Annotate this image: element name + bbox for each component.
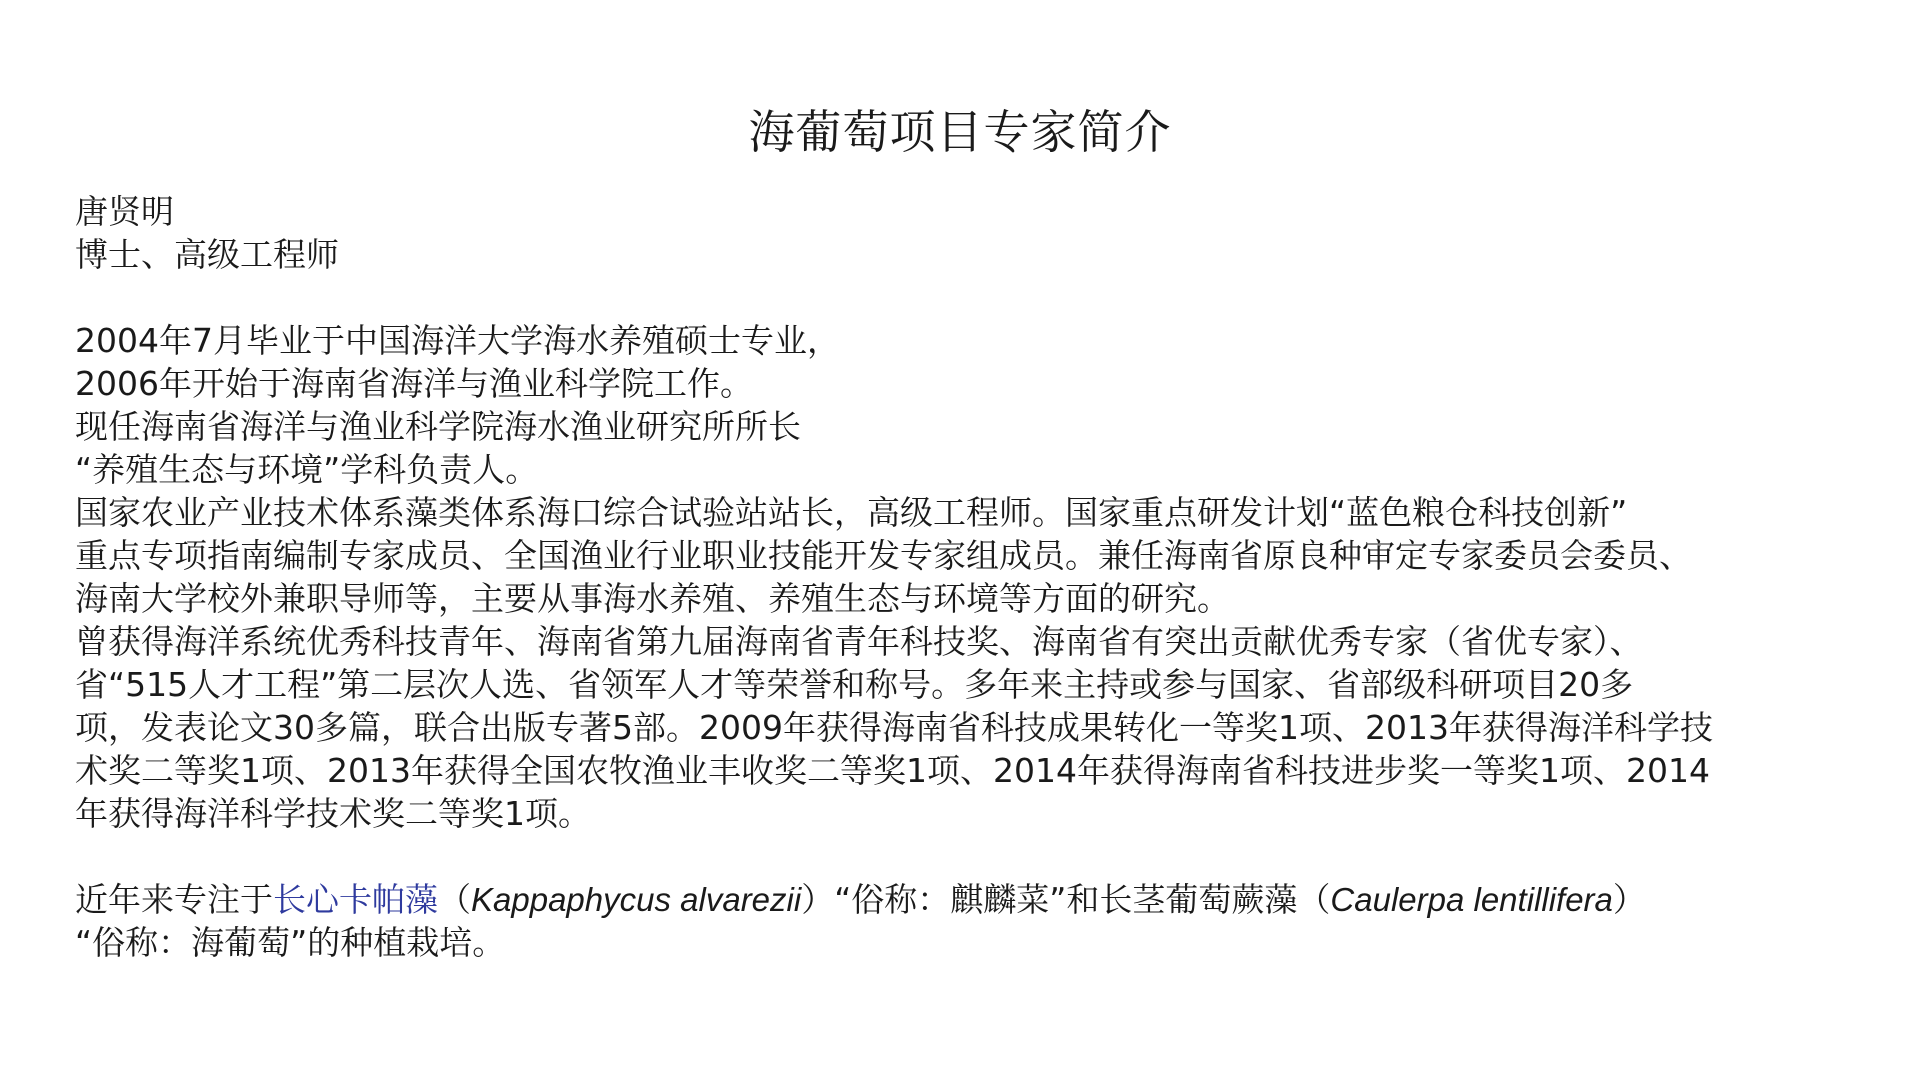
paren: （ [438, 880, 471, 919]
focus-line [75, 878, 1855, 921]
profile-content [75, 190, 1855, 964]
expert-name: 唐贤明 [75, 192, 174, 231]
spacer [75, 835, 1855, 878]
roles-line: 重点专项指南编制专家成员、全国渔业行业职业技能开发专家组成员。兼任海南省原良种审定专家委员会委员、 [75, 536, 1692, 575]
focus-prefix: 近年来专注于 [75, 880, 273, 919]
paren: ） [1612, 880, 1646, 919]
awards-line: 省“515人才工程”第二层次人选、省领军人才等荣誉和称号。多年来主持或参与国家、省部级科研项目20多 [75, 665, 1634, 704]
spacer [75, 276, 1855, 319]
paren: （ [1297, 880, 1331, 919]
page-title: 海葡萄项目专家简介 [748, 105, 1172, 159]
career-line: 2006年开始于海南省海洋与渔业科学院工作。 [75, 364, 753, 403]
awards-line: 术奖二等奖1项、2013年获得全国农牧渔业丰收奖二等奖1项、2014年获得海南省科技进步奖一等奖1项、2014 [75, 751, 1710, 790]
expert-degree: 博士、高级工程师 [75, 235, 339, 274]
latin-name-caulerpa: Caulerpa lentillifera [1330, 881, 1613, 918]
roles-line: 国家农业产业技术体系藻类体系海口综合试验站站长，高级工程师。国家重点研发计划“蓝色粮仓科技创新” [75, 493, 1628, 532]
career-line: 现任海南省海洋与渔业科学院海水渔业研究所所长 [75, 407, 801, 446]
awards-line: 年获得海洋科学技术奖二等奖1项。 [75, 794, 591, 833]
latin-name-kappaphycus: Kappaphycus alvarezii [471, 881, 802, 918]
common-name-1: “俗称：麒麟菜”和长茎葡萄蕨藻 [834, 880, 1298, 919]
career-line: “养殖生态与环境”学科负责人。 [75, 450, 539, 489]
paren: ） [801, 880, 835, 919]
awards-line: 项，发表论文30多篇，联合出版专著5部。2009年获得海南省科技成果转化一等奖1项、2013年获得海洋科学技 [75, 708, 1713, 747]
awards-line: 曾获得海洋系统优秀科技青年、海南省第九届海南省青年科技奖、海南省有突出贡献优秀专家（省优专家）、 [75, 622, 1643, 661]
roles-line: 海南大学校外兼职导师等，主要从事海水养殖、养殖生态与环境等方面的研究。 [75, 579, 1230, 618]
focus-line-2: “俗称：海葡萄”的种植栽培。 [75, 923, 506, 962]
species-link-kappaphycus[interactable]: 长心卡帕藻 [273, 880, 438, 919]
career-line: 2004年7月毕业于中国海洋大学海水养殖硕士专业， [75, 321, 840, 360]
